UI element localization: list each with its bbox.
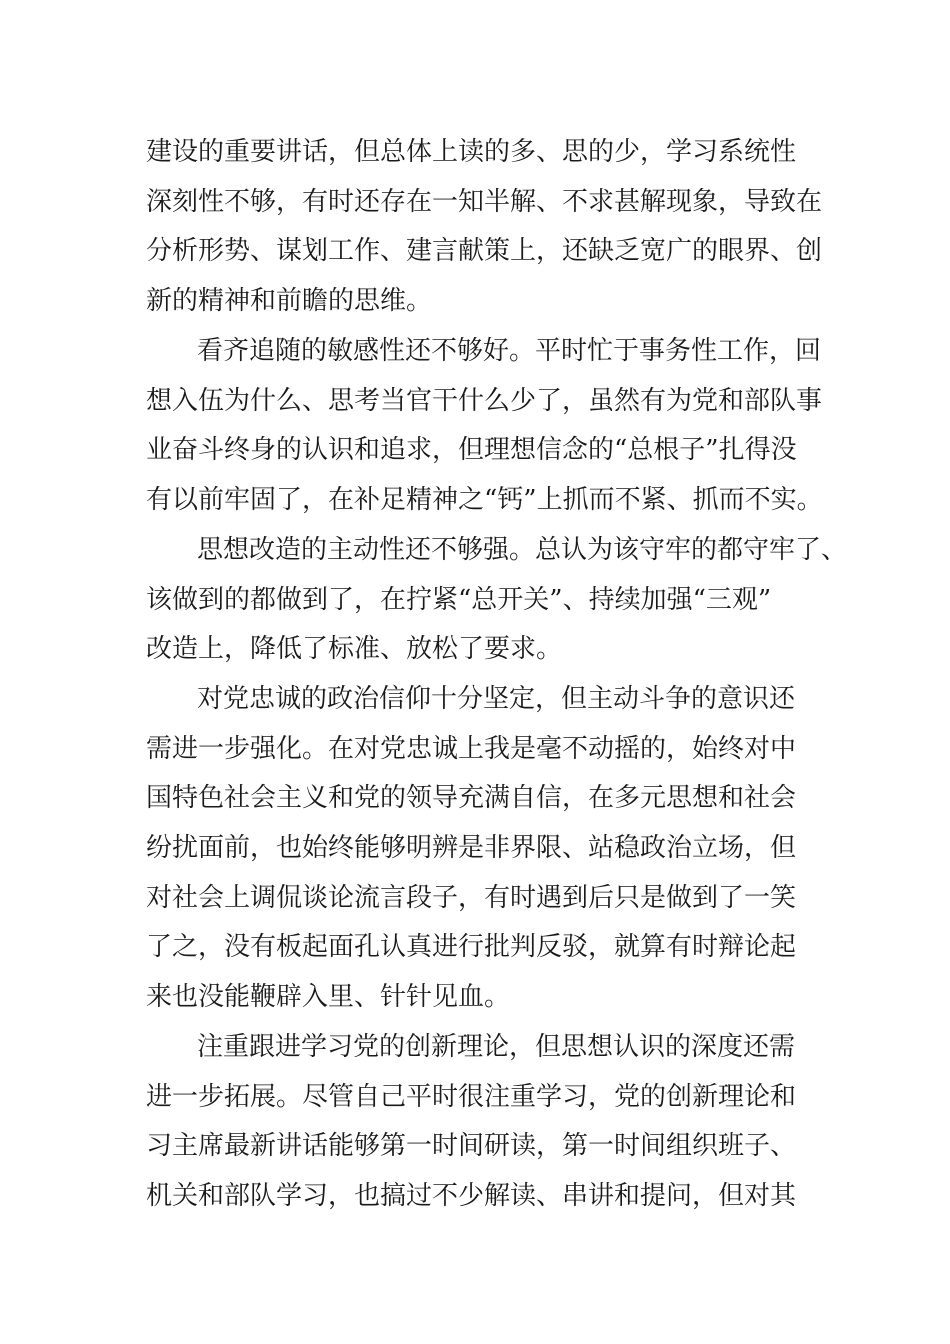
text-line: 了之，没有板起面孔认真进行批判反驳，就算有时辩论起 [146, 932, 797, 962]
text-line: 建设的重要讲话，但总体上读的多、思的少，学习系统性 [146, 137, 797, 167]
paragraph-first-line: 思想改造的主动性还不够强。总认为该守牢的都守牢了、 [197, 535, 848, 565]
text-line: 新的精神和前瞻的思维。 [146, 286, 433, 316]
text-line: 纷扰面前，也始终能够明辨是非界限、站稳政治立场，但 [146, 833, 797, 863]
text-line: 进一步拓展。尽管自己平时很注重学习，党的创新理论和 [146, 1082, 797, 1112]
text-line: 对社会上调侃谈论流言段子，有时遇到后只是做到了一笑 [146, 883, 797, 913]
text-line: 业奋斗终身的认识和追求，但理想信念的“总根子”扎得没 [146, 435, 797, 465]
text-line: 有以前牢固了，在补足精神之“钙”上抓而不紧、抓而不实。 [146, 485, 823, 515]
text-line: 来也没能鞭辟入里、针针见血。 [146, 982, 511, 1012]
paragraph-first-line: 注重跟进学习党的创新理论，但思想认识的深度还需 [197, 1032, 796, 1062]
paragraph-first-line: 对党忠诚的政治信仰十分坚定，但主动斗争的意识还 [197, 684, 796, 714]
text-line: 习主席最新讲话能够第一时间研读，第一时间组织班子、 [146, 1131, 797, 1161]
text-line: 该做到的都做到了，在拧紧“总开关”、持续加强“三观” [146, 585, 772, 615]
paragraph-first-line: 看齐追随的敏感性还不够好。平时忙于事务性工作，回 [197, 336, 822, 366]
text-line: 国特色社会主义和党的领导充满自信，在多元思想和社会 [146, 783, 797, 813]
text-line: 想入伍为什么、思考当官干什么少了，虽然有为党和部队事 [146, 386, 823, 416]
text-line: 分析形势、谋划工作、建言献策上，还缺乏宽广的眼界、创 [146, 236, 823, 266]
text-line: 需进一步强化。在对党忠诚上我是毫不动摇的，始终对中 [146, 734, 797, 764]
text-line: 机关和部队学习，也搞过不少解读、串讲和提问，但对其 [146, 1181, 797, 1211]
text-line: 深刻性不够，有时还存在一知半解、不求甚解现象，导致在 [146, 187, 823, 217]
text-line: 改造上，降低了标准、放松了要求。 [146, 634, 563, 664]
